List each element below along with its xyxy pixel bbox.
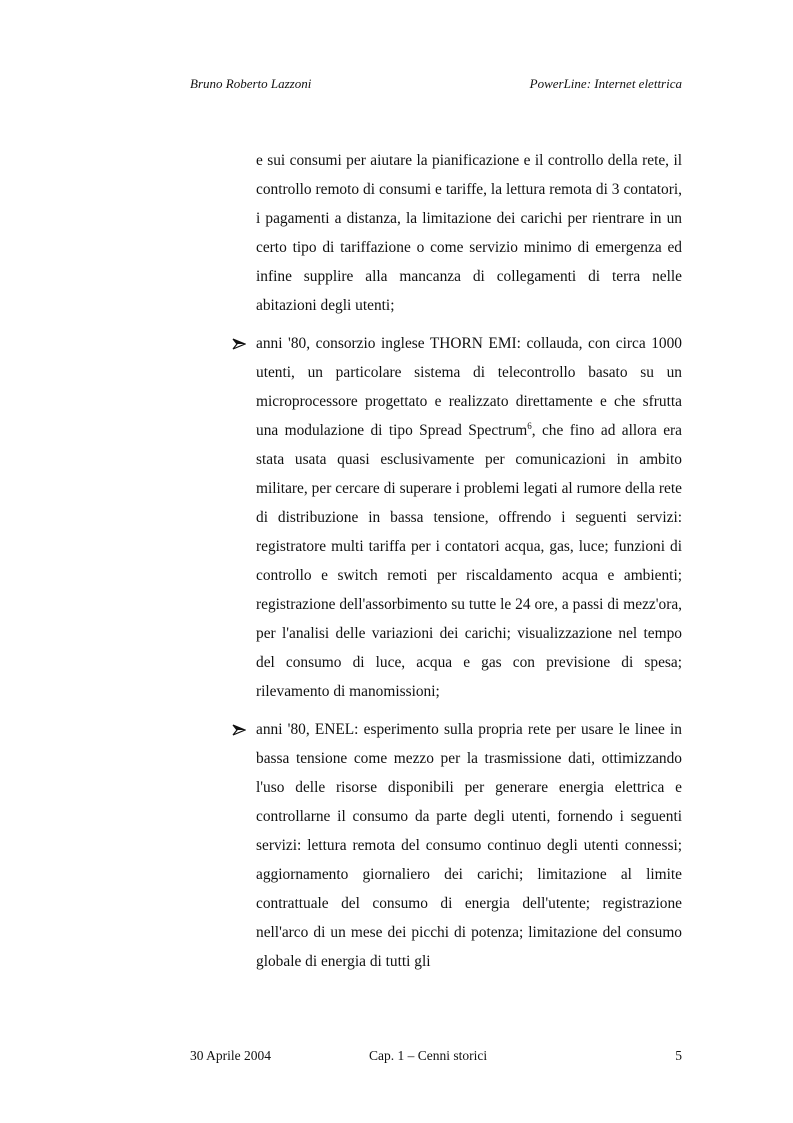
header-author: Bruno Roberto Lazzoni — [190, 76, 312, 91]
page-number: 5 — [675, 1048, 682, 1063]
footer-date: 30 Aprile 2004 — [190, 1048, 271, 1063]
list-item-text-start: anni '80, consorzio inglese THORN EMI: collauda, con circa 1000 utenti, un particolare sistema di telecontrollo basato su un microprocessore progettato e realizzato direttamente e che sfrutta una modulazione di tipo Spread Spectrum — [256, 335, 682, 439]
list-item — [232, 329, 682, 706]
page-footer — [190, 1048, 682, 1068]
list-item-text — [256, 329, 682, 706]
list-item-text: anni '80, ENEL: esperimento sulla propria rete per usare le linee in bassa tensione come mezzo per la trasmissione dati, ottimizzando l'uso delle risorse disponibili per generare energia elettrica e controllarne il consumo da parte degli utenti, fornendo i seguenti servizi: lettura remota del consumo continuo degli utenti connessi; aggiornamento giornaliero dei carichi; limitazione al limite contrattuale del consumo di energia dell'utente; registrazione nell'arco di un mese dei picchi di potenza; limitazione del consumo globale di energia di tutti gli — [256, 721, 682, 970]
list-item — [232, 715, 682, 976]
footnote-marker[interactable]: 6 — [527, 420, 532, 431]
continuation-paragraph: e sui consumi per aiutare la pianificazione e il controllo della rete, il controllo remoto di consumi e tariffe, la lettura remota di 3 contatori, i pagamenti a distanza, la limitazione dei carichi per rientrare in un certo tipo di tariffazione o come servizio minimo di emergenza ed infine supplire alla mancanza di collegamenti di terra nelle abitazioni degli utenti; — [256, 152, 682, 314]
arrow-bullet-icon — [232, 329, 248, 358]
footer-chapter: Cap. 1 – Cenni storici — [369, 1048, 488, 1063]
list-item-text-end: , che fino ad allora era stata usata quasi esclusivamente per comunicazioni in ambito militare, per cercare di superare i problemi legati al rumore della rete di distribuzione in bassa tensione, offrendo i seguenti servizi: registratore multi tariffa per i contatori acqua, gas, luce; funzioni di controllo e switch remoti per riscaldamento acqua e ambienti; registrazione dell'assorbimento su tutte le 24 ore, a passi di mezz'ora, per l'analisi delle variazioni dei carichi; visualizzazione nel tempo del consumo di luce, acqua e gas con previsione di spesa; rilevamento di manomissioni; — [256, 422, 682, 700]
header-title: PowerLine: Internet elettrica — [529, 76, 682, 91]
arrow-bullet-icon — [232, 715, 248, 744]
page-header — [190, 76, 682, 96]
page-body — [232, 146, 682, 976]
